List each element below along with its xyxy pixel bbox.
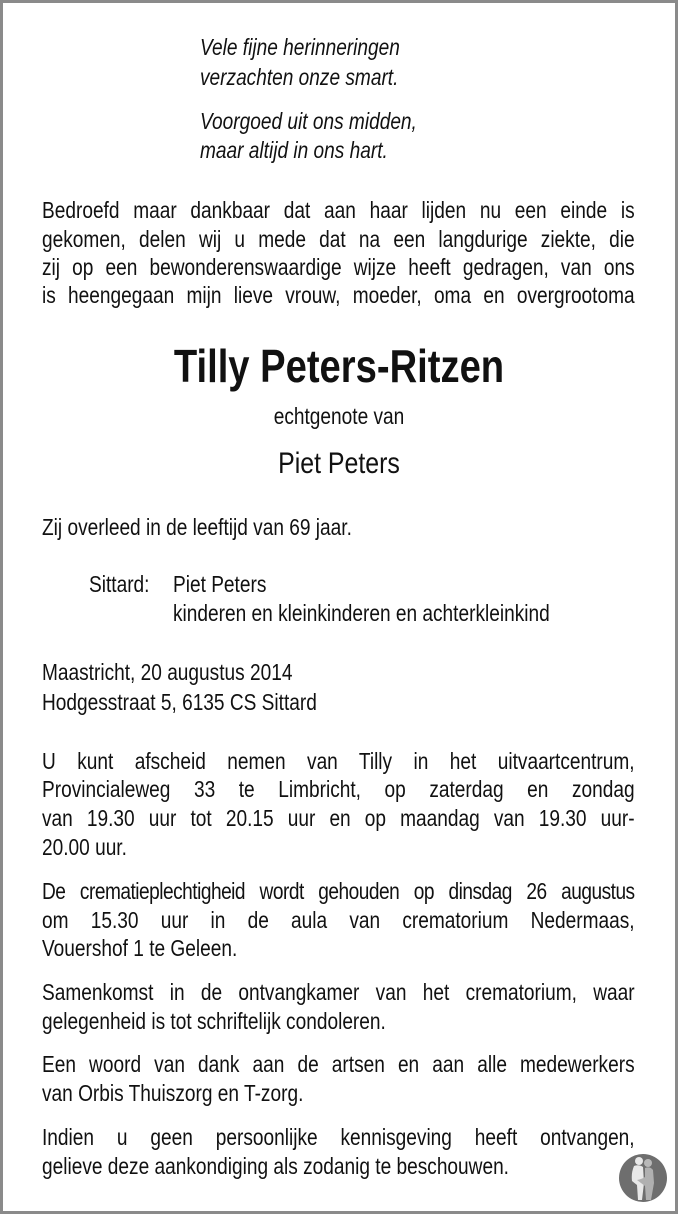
family-line: Piet Peters bbox=[173, 571, 267, 597]
family-line: kinderen en kleinkinderen en achterkleinkind bbox=[173, 600, 550, 626]
spouse-name: Piet Peters bbox=[278, 447, 400, 480]
gathering-line: Samenkomst in de ontvangkamer van het crematorium, waar bbox=[42, 979, 635, 1005]
farewell-line: 20.00 uur. bbox=[42, 834, 127, 860]
thanks-line: Een woord van dank aan de artsen en aan alle medewerkers bbox=[42, 1051, 635, 1077]
intro-line: Bedroefd maar dankbaar dat aan haar lijden nu een einde is bbox=[42, 197, 635, 223]
family-place: Sittard: bbox=[89, 571, 150, 597]
notice-line: gelieve deze aankondiging als zodanig te beschouwen. bbox=[42, 1153, 509, 1179]
farewell-line: Provincialeweg 33 te Limbricht, op zaterdag en zondag bbox=[42, 776, 635, 802]
address-line: Hodgesstraat 5, 6135 CS Sittard bbox=[42, 689, 317, 715]
intro-line: gekomen, delen wij u mede dat na een langdurige ziekte, die bbox=[42, 226, 635, 252]
deceased-name: Tilly Peters-Ritzen bbox=[173, 340, 505, 392]
intro-line: zij op een bewonderenswaardige wijze heeft gedragen, van ons bbox=[42, 254, 635, 280]
farewell-line: van 19.30 uur tot 20.15 uur en op maandag van 19.30 uur- bbox=[42, 805, 635, 831]
notice-line: Indien u geen persoonlijke kennisgeving heeft ontvangen, bbox=[42, 1124, 635, 1150]
cremation-line: Vouershof 1 te Geleen. bbox=[42, 935, 238, 961]
age-line: Zij overleed in de leeftijd van 69 jaar. bbox=[42, 514, 352, 540]
poem-line: Vele fijne herinneringen bbox=[200, 34, 400, 60]
embracing-figures-logo-icon bbox=[618, 1153, 668, 1203]
farewell-line: U kunt afscheid nemen van Tilly in het uitvaartcentrum, bbox=[42, 748, 635, 774]
cremation-line: om 15.30 uur in de aula van crematorium Nedermaas, bbox=[42, 907, 635, 933]
poem-line: Voorgoed uit ons midden, bbox=[200, 108, 417, 134]
cremation-line: De crematieplechtigheid wordt gehouden op dinsdag 26 augustus bbox=[42, 878, 635, 904]
date-place-line: Maastricht, 20 augustus 2014 bbox=[42, 659, 293, 685]
thanks-line: van Orbis Thuiszorg en T-zorg. bbox=[42, 1080, 304, 1106]
poem-line: verzachten onze smart. bbox=[200, 64, 399, 90]
gathering-line: gelegenheid is tot schriftelijk condoleren. bbox=[42, 1008, 386, 1034]
poem-line: maar altijd in ons hart. bbox=[200, 137, 388, 163]
intro-line: is heengegaan mijn lieve vrouw, moeder, oma en overgrootoma bbox=[42, 282, 635, 308]
spouse-label: echtgenote van bbox=[273, 403, 405, 429]
